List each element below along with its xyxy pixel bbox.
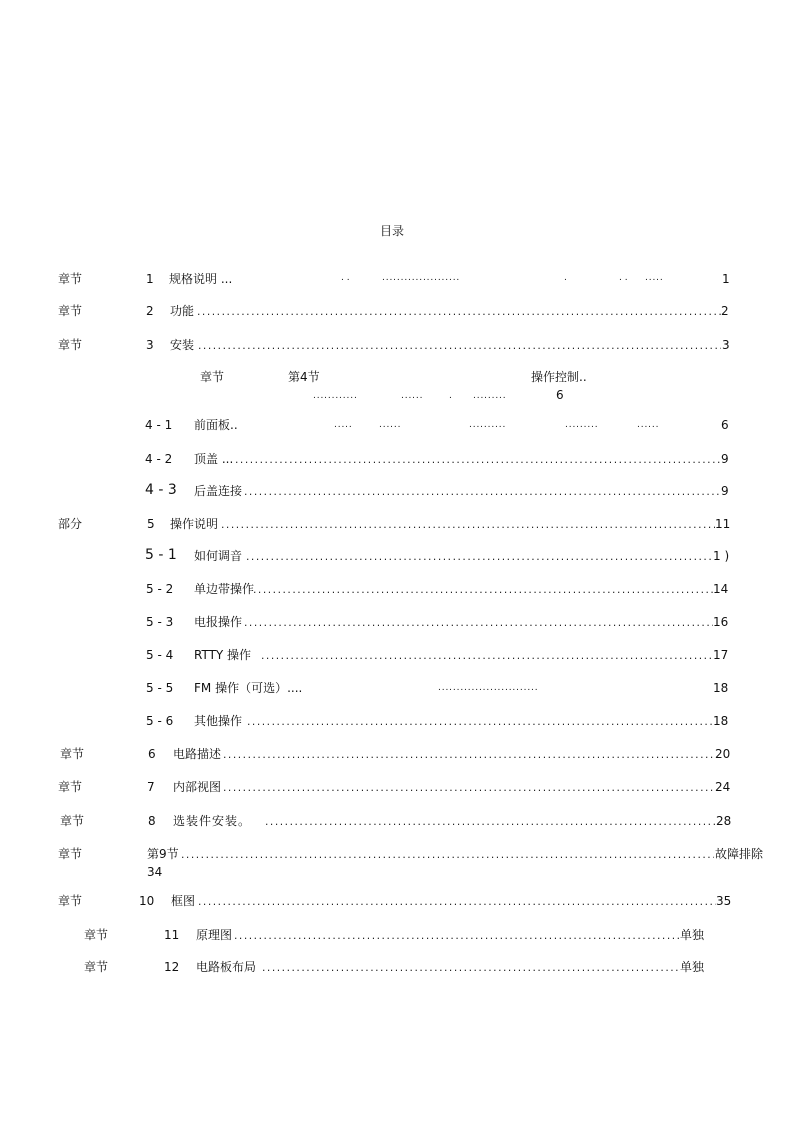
- toc-page-number: 9: [721, 452, 729, 466]
- toc-page-number: 1 ): [713, 549, 730, 563]
- toc-entry-title: 故障排除: [715, 847, 764, 861]
- toc-kind: 章节: [84, 928, 109, 942]
- toc-leader-fragment: . . . . . .: [637, 420, 658, 430]
- toc-leader-fragment: . . . . . . . . . . . . . . . . . . . . . . . . . . .: [438, 683, 537, 693]
- toc-page-number: 16: [713, 615, 729, 629]
- toc-number: 5 - 3: [146, 615, 174, 629]
- toc-number: 11: [164, 928, 180, 942]
- toc-kind: 章节: [60, 747, 85, 761]
- toc-dot-leader: [233, 930, 680, 944]
- toc-number: 10: [139, 894, 155, 908]
- toc-number: 4 - 2: [145, 452, 173, 466]
- toc-number: 第4节: [288, 370, 320, 384]
- toc-page-number: 18: [713, 681, 729, 695]
- toc-entry-title: 规格说明 ...: [169, 272, 233, 286]
- toc-dot-leader: [260, 650, 713, 664]
- toc-entry-title: 如何调音: [194, 549, 243, 563]
- toc-entry-title: 选装件安装。: [173, 814, 252, 828]
- toc-number: 3: [146, 338, 154, 352]
- toc-number: 6: [148, 747, 156, 761]
- toc-leader-fragment: . . . . . . . . . .: [469, 420, 505, 430]
- toc-number: 4 - 1: [145, 418, 173, 432]
- toc-dot-leader: [243, 617, 713, 631]
- toc-dot-leader: [197, 896, 716, 910]
- toc-dot-leader: [220, 519, 715, 533]
- toc-dot-leader: [243, 486, 721, 500]
- toc-page-number: 6: [721, 418, 729, 432]
- toc-page-number: 1: [722, 272, 730, 286]
- toc-number: 5 - 2: [146, 582, 174, 596]
- toc-entry-title: 操作说明: [170, 517, 219, 531]
- toc-leader-fragment: . . . . . . . . .: [565, 420, 597, 430]
- toc-number: 2: [146, 304, 154, 318]
- toc-entry-title: 其他操作: [194, 714, 243, 728]
- toc-page-number: 18: [713, 714, 729, 728]
- toc-number: 12: [164, 960, 180, 974]
- toc-page-number: 单独: [680, 960, 705, 974]
- toc-kind: 章节: [60, 814, 85, 828]
- toc-page-number: 2: [721, 304, 729, 318]
- toc-entry-title: 电路描述: [173, 747, 222, 761]
- toc-kind: 章节: [58, 894, 83, 908]
- toc-entry-title: FM 操作（可选）....: [194, 681, 303, 695]
- toc-entry-title: 功能: [170, 304, 195, 318]
- toc-leader-fragment: . . . . . .: [379, 420, 400, 430]
- toc-leader-fragment: . .: [341, 273, 350, 283]
- toc-page-number: 9: [721, 484, 729, 498]
- toc-number: 5 - 6: [146, 714, 174, 728]
- toc-dot-leader: [180, 849, 714, 863]
- toc-number: 第9节: [147, 847, 179, 861]
- toc-kind: 章节: [58, 304, 83, 318]
- toc-page-number: 单独: [680, 928, 705, 942]
- toc-page-number: 11: [715, 517, 731, 531]
- toc-number: 5: [147, 517, 155, 531]
- toc-leader-fragment: . . . . . .: [401, 391, 422, 401]
- toc-dot-leader: [234, 454, 721, 468]
- toc-leader-fragment: . .: [619, 273, 628, 283]
- toc-page-number: 35: [716, 894, 732, 908]
- toc-dot-leader: [246, 716, 713, 730]
- toc-entry-title: RTTY 操作: [194, 648, 252, 662]
- toc-kind: 章节: [58, 338, 83, 352]
- toc-entry-title: 安装: [170, 338, 195, 352]
- toc-entry-title: 单边带操作: [194, 582, 255, 596]
- toc-entry-title: 电报操作: [194, 615, 243, 629]
- toc-entry-title: 后盖连接: [194, 484, 243, 498]
- toc-leader-fragment: . . . . . . . . . . . .: [313, 391, 356, 401]
- toc-kind: 章节: [58, 780, 83, 794]
- toc-page-number: 24: [715, 780, 731, 794]
- toc-dot-leader: [245, 551, 713, 565]
- toc-number: 5 - 4: [146, 648, 174, 662]
- toc-number: 1: [146, 272, 154, 286]
- toc-number: 4 - 3: [145, 482, 177, 498]
- toc-title: 目录: [380, 224, 405, 238]
- toc-dot-leader: [264, 816, 716, 830]
- toc-page-number: 14: [713, 582, 729, 596]
- toc-leader-fragment: . . . . .: [645, 273, 662, 283]
- toc-entry-title: 操作控制..: [531, 370, 587, 384]
- toc-number: 8: [148, 814, 156, 828]
- toc-entry-title: 前面板..: [194, 418, 238, 432]
- toc-leader-fragment: . . . . . . . . . . . . . . . . . . . . .: [382, 273, 459, 283]
- toc-leader-fragment: .: [449, 391, 452, 401]
- toc-leader-fragment: . . . . .: [334, 420, 351, 430]
- toc-kind: 部分: [58, 517, 83, 531]
- toc-page-number: 17: [713, 648, 729, 662]
- toc-number: 5 - 1: [145, 547, 177, 563]
- toc-dot-leader: [196, 306, 721, 320]
- toc-page-number: 28: [716, 814, 732, 828]
- toc-dot-leader: [222, 782, 715, 796]
- toc-dot-leader: [222, 749, 715, 763]
- toc-number: 5 - 5: [146, 681, 174, 695]
- toc-kind: 章节: [58, 847, 83, 861]
- toc-page-number: 34: [147, 865, 163, 879]
- toc-kind: 章节: [58, 272, 83, 286]
- toc-entry-title: 内部视图: [173, 780, 222, 794]
- toc-number: 7: [147, 780, 155, 794]
- toc-entry-title: 顶盖 ...: [194, 452, 234, 466]
- toc-entry-title: 原理图: [196, 928, 233, 942]
- toc-dot-leader: [197, 340, 721, 354]
- toc-dot-leader: [261, 962, 680, 976]
- toc-page-number: 20: [715, 747, 731, 761]
- toc-page-number: 6: [556, 388, 564, 402]
- toc-entry-title: 框图: [171, 894, 196, 908]
- toc-leader-fragment: .: [564, 273, 567, 283]
- toc-kind: 章节: [200, 370, 225, 384]
- toc-entry-title: 电路板布局: [196, 960, 257, 974]
- toc-page-number: 3: [722, 338, 730, 352]
- toc-leader-fragment: . . . . . . . . .: [473, 391, 505, 401]
- toc-kind: 章节: [84, 960, 109, 974]
- toc-dot-leader: [252, 584, 713, 598]
